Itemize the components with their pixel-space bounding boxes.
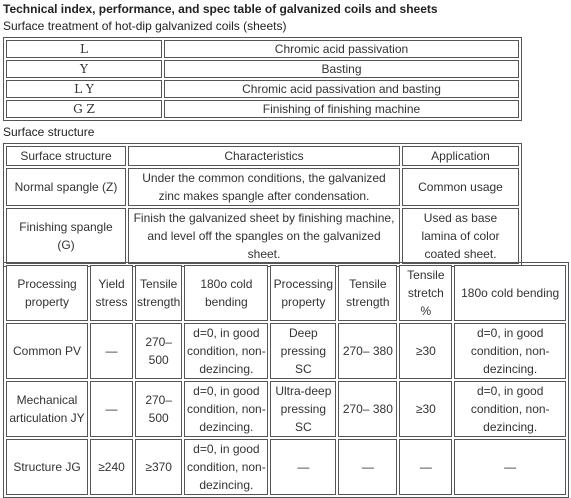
table-cell: — — [338, 439, 397, 495]
column-header: Tensile strength — [338, 265, 397, 321]
table-row — [6, 40, 519, 58]
table-row — [6, 60, 519, 78]
table-cell: d=0, in good condition, non-dezincing. — [184, 381, 268, 437]
table-cell: Mechanical articulation JY — [6, 381, 88, 437]
table-cell: ≥370 — [135, 439, 182, 495]
table-cell: Structure JG — [6, 439, 88, 495]
table-cell: 270– 380 — [338, 323, 397, 379]
column-header: Processing property — [270, 265, 336, 321]
characteristics-cell: Finish the galvanized sheet by finishing machine, and level off the spangles on the galvanized sheet. — [128, 208, 400, 264]
application-cell: Common usage — [402, 168, 519, 206]
treatment-description: Finishing of finishing machine — [164, 100, 519, 118]
table-cell: Deep pressing SC — [270, 323, 336, 379]
table-cell: ≥240 — [90, 439, 133, 495]
structure-cell: Normal spangle (Z) — [6, 168, 126, 206]
treatment-code: G Z — [6, 100, 162, 118]
table-cell: 270–500 — [135, 323, 182, 379]
column-header: Processing property — [6, 265, 88, 321]
table-cell: — — [454, 439, 566, 495]
table-cell: ≥30 — [399, 323, 452, 379]
table-cell: — — [399, 439, 452, 495]
table-cell: Ultra-deep pressing SC — [270, 381, 336, 437]
surface-treatment-table — [3, 37, 522, 121]
table-cell: ≥30 — [399, 381, 452, 437]
table-cell: — — [270, 439, 336, 495]
table-header-row — [6, 146, 519, 166]
treatment-code: Y — [6, 60, 162, 78]
performance-spec-table — [3, 262, 569, 498]
treatment-description: Chromic acid passivation and basting — [164, 80, 519, 98]
treatment-description: Chromic acid passivation — [164, 40, 519, 58]
surface-structure-table — [3, 143, 522, 267]
column-header: Characteristics — [128, 146, 400, 166]
structure-cell: Finishing spangle (G) — [6, 208, 126, 264]
column-header: 180o cold bending — [184, 265, 268, 321]
table-cell: d=0, in good condition, non-dezincing. — [184, 323, 268, 379]
table-cell: 270– 380 — [338, 381, 397, 437]
page-title: Technical index, performance, and spec table of galvanized coils and sheets — [3, 2, 438, 16]
table-row — [6, 208, 519, 264]
table-cell: — — [90, 323, 133, 379]
table-row — [6, 439, 566, 495]
treatment-code: L — [6, 40, 162, 58]
treatment-description: Basting — [164, 60, 519, 78]
column-header: Yield stress — [90, 265, 133, 321]
table-row — [6, 168, 519, 206]
table-cell: d=0, in good condition, non-dezincing. — [454, 323, 566, 379]
table-row — [6, 381, 566, 437]
treatment-code: L Y — [6, 80, 162, 98]
table-row — [6, 100, 519, 118]
application-cell: Used as base lamina of color coated sheet. — [402, 208, 519, 264]
table-cell: 270–500 — [135, 381, 182, 437]
table-row — [6, 80, 519, 98]
table-cell: Common PV — [6, 323, 88, 379]
characteristics-cell: Under the common conditions, the galvanized zinc makes spangle after condensation. — [128, 168, 400, 206]
table-row — [6, 323, 566, 379]
column-header: Surface structure — [6, 146, 126, 166]
table-header-row — [6, 265, 566, 321]
column-header: Tensile stretch % — [399, 265, 452, 321]
table-cell: d=0, in good condition, non-dezincing. — [454, 381, 566, 437]
surface-structure-heading: Surface structure — [3, 125, 95, 139]
column-header: Tensile strength — [135, 265, 182, 321]
table-cell: d=0, in good condition, non-dezincing. — [184, 439, 268, 495]
column-header: 180o cold bending — [454, 265, 566, 321]
surface-treatment-heading: Surface treatment of hot-dip galvanized coils (sheets) — [3, 19, 287, 33]
table-cell: — — [90, 381, 133, 437]
column-header: Application — [402, 146, 519, 166]
